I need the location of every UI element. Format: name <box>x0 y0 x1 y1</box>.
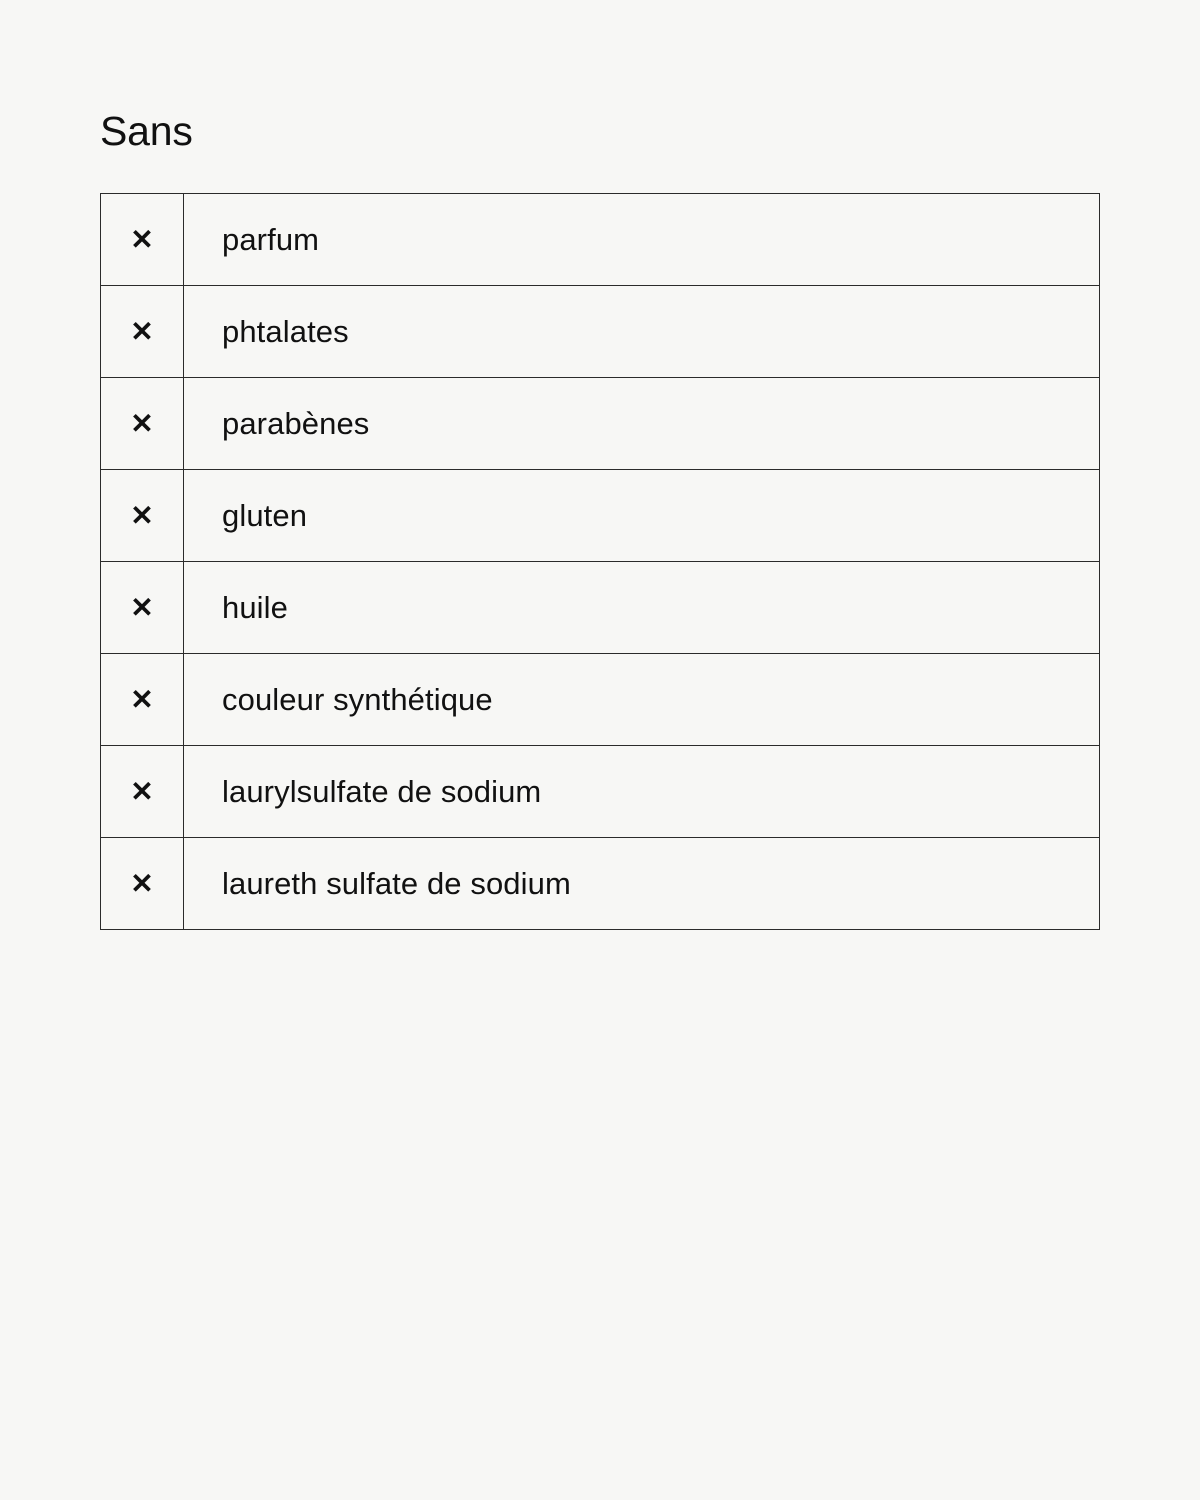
table-cell-label: laureth sulfate de sodium <box>184 838 1100 930</box>
table-row <box>101 470 1100 562</box>
cross-icon: ✕ <box>130 315 154 347</box>
table-row <box>101 194 1100 286</box>
table-row <box>101 562 1100 654</box>
table-cell-label: gluten <box>184 470 1100 562</box>
page-title: Sans <box>100 108 193 154</box>
cross-icon: ✕ <box>130 407 154 439</box>
table-row <box>101 746 1100 838</box>
table-cell-mark <box>101 562 184 654</box>
cross-icon: ✕ <box>130 867 154 899</box>
table-cell-label: huile <box>184 562 1100 654</box>
table-cell-mark <box>101 838 184 930</box>
table-row <box>101 378 1100 470</box>
table-cell-mark <box>101 746 184 838</box>
table-cell-mark <box>101 194 184 286</box>
table-cell-label: parabènes <box>184 378 1100 470</box>
table-cell-mark <box>101 378 184 470</box>
table-row <box>101 286 1100 378</box>
table-cell-mark <box>101 654 184 746</box>
cross-icon: ✕ <box>130 591 154 623</box>
table-cell-mark <box>101 286 184 378</box>
table-cell-label: couleur synthétique <box>184 654 1100 746</box>
table-cell-label: laurylsulfate de sodium <box>184 746 1100 838</box>
table-row <box>101 654 1100 746</box>
excluded-ingredients-table <box>100 193 1100 930</box>
cross-icon: ✕ <box>130 223 154 255</box>
table-row <box>101 838 1100 930</box>
cross-icon: ✕ <box>130 683 154 715</box>
cross-icon: ✕ <box>130 499 154 531</box>
cross-icon: ✕ <box>130 775 154 807</box>
table-cell-label: phtalates <box>184 286 1100 378</box>
content-area <box>100 108 1100 930</box>
table-body <box>101 194 1100 930</box>
table-cell-label: parfum <box>184 194 1100 286</box>
table-cell-mark <box>101 470 184 562</box>
